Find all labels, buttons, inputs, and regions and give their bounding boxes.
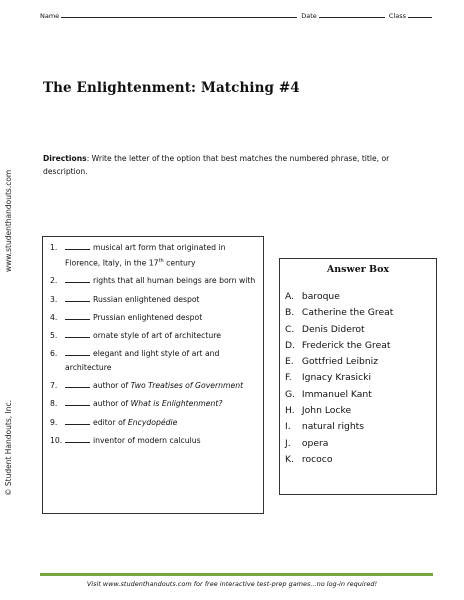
superscript: th <box>158 257 164 264</box>
answer-option <box>285 436 436 452</box>
date-line[interactable] <box>319 11 385 18</box>
question-text: Russian enlightened despot <box>65 293 259 307</box>
work-title: Encydopédie <box>127 417 178 427</box>
answer-option <box>285 387 436 403</box>
questions-list <box>43 237 263 448</box>
question-item <box>50 329 259 343</box>
answer-blank[interactable] <box>65 311 90 320</box>
answer-blank[interactable] <box>65 329 90 338</box>
answer-text: Immanuel Kant <box>299 388 372 400</box>
answer-option <box>285 305 436 321</box>
answer-option <box>285 322 436 338</box>
question-item <box>50 416 259 430</box>
answer-option <box>285 370 436 386</box>
answer-text: baroque <box>299 291 340 302</box>
question-item <box>50 241 259 270</box>
answer-text: opera <box>299 437 329 449</box>
question-text: Prussian enlightened despot <box>65 311 259 325</box>
answer-text: natural rights <box>299 421 365 433</box>
question-number: 7. <box>50 381 58 391</box>
directions <box>43 152 415 178</box>
answer-text: rococo <box>299 453 333 465</box>
question-text: elegant and light style of art and architecture <box>65 349 220 372</box>
answer-letter: J. <box>285 437 291 449</box>
question-number: 2. <box>50 276 58 286</box>
side-url-text: www.studenthandouts.com <box>4 169 13 272</box>
footer-text: Visit www.studenthandouts.com for free interactive test-prep games...no log-in required! <box>86 580 378 588</box>
answer-letter: C. <box>285 323 295 335</box>
answer-letter: G. <box>285 388 296 400</box>
answer-text: Frederick the Great <box>299 339 391 351</box>
answer-text: Denis Diderot <box>299 323 365 335</box>
answer-option <box>285 403 436 419</box>
answer-letter: E. <box>285 356 294 368</box>
question-item <box>50 311 259 325</box>
question-number: 5. <box>50 331 58 341</box>
directions-text: : Write the letter of the option that best matches the numbered phrase, title, or description. <box>43 154 390 176</box>
answer-blank[interactable] <box>65 397 90 406</box>
answer-blank[interactable] <box>65 274 90 283</box>
answer-letter: A. <box>285 291 295 302</box>
answer-list <box>280 289 436 468</box>
question-number: 3. <box>50 294 58 304</box>
answer-letter: F. <box>285 372 292 384</box>
question-number: 6. <box>50 349 58 359</box>
question-number: 1. <box>50 243 58 252</box>
answer-letter: B. <box>285 307 295 319</box>
answer-box-title: Answer Box <box>326 264 390 275</box>
answer-option <box>285 419 436 435</box>
side-copyright-text: © Student Handouts, Inc. <box>4 400 13 496</box>
questions-box <box>42 236 264 514</box>
worksheet-header <box>40 11 440 20</box>
question-text: rights that all human beings are born with <box>65 274 259 288</box>
name-line[interactable] <box>61 11 297 18</box>
question-number: 8. <box>50 399 58 409</box>
question-item <box>50 293 259 307</box>
answer-text: Ignacy Krasicki <box>299 372 372 384</box>
question-text: editor of Encydopédie <box>65 416 259 430</box>
answer-blank[interactable] <box>65 416 90 425</box>
answer-box <box>279 258 437 495</box>
answer-option <box>285 289 436 305</box>
answer-text: Catherine the Great <box>299 307 394 319</box>
class-label: Class <box>388 12 406 20</box>
answer-letter: I. <box>285 421 291 433</box>
answer-blank[interactable] <box>65 241 90 250</box>
work-title: What is Enlightenment? <box>130 399 223 409</box>
answer-option <box>285 354 436 370</box>
directions-label: Directions <box>43 154 87 163</box>
question-item <box>50 397 259 411</box>
question-number: 4. <box>50 312 58 322</box>
date-label: Date <box>301 12 317 20</box>
name-label: Name <box>40 12 60 20</box>
question-text: musical art form that originated in Florence, Italy, in the 17th century <box>65 243 226 268</box>
answer-blank[interactable] <box>65 434 90 443</box>
page-title: The Enlightenment: Matching #4 <box>43 80 300 96</box>
question-item <box>50 434 259 448</box>
answer-letter: D. <box>285 339 295 351</box>
answer-letter: H. <box>285 405 295 417</box>
answer-text: Gottfried Leibniz <box>299 356 379 368</box>
answer-text: John Locke <box>299 405 352 417</box>
question-text: inventor of modern calculus <box>65 434 259 448</box>
answer-blank[interactable] <box>65 347 90 356</box>
question-number: 9. <box>50 417 58 427</box>
class-line[interactable] <box>408 11 432 18</box>
answer-blank[interactable] <box>65 379 90 388</box>
question-number: 10. <box>50 435 63 445</box>
answer-blank[interactable] <box>65 293 90 302</box>
question-item <box>50 347 259 374</box>
question-text: author of Two Treatises of Government <box>65 379 259 393</box>
question-item <box>50 379 259 393</box>
answer-letter: K. <box>285 453 294 465</box>
work-title: Two Treatises of Government <box>130 381 244 391</box>
answer-option <box>285 338 436 354</box>
footer-bar <box>40 573 433 576</box>
question-text: ornate style of art of architecture <box>65 329 259 343</box>
question-text: author of What is Enlightenment? <box>65 397 259 411</box>
question-item <box>50 274 259 288</box>
answer-option <box>285 452 436 468</box>
